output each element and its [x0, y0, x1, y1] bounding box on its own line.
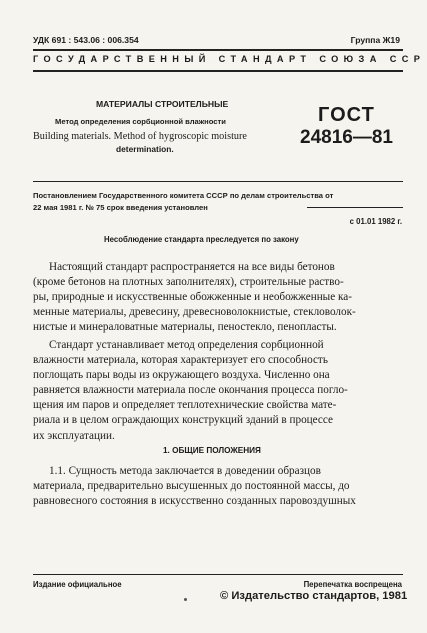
effective-date: с 01.01 1982 г. [349, 217, 402, 226]
title-bottom-rule [33, 181, 403, 182]
group-code: Группа Ж19 [350, 35, 400, 45]
text-line: Настоящий стандарт распространяется на все виды бетонов [49, 261, 335, 273]
top-rule [33, 49, 403, 51]
document-subtitle-ru: Метод определения сорбционной влажности [55, 117, 226, 126]
text-line: нистые и минераловатные материалы, пеностекло, пенопласты. [33, 321, 337, 334]
intro-paragraph-1 [33, 260, 403, 335]
text-line: менные материалы, древесину, древесноволокнистые, стекловолок- [33, 306, 356, 319]
text-line: их эксплуатации. [33, 429, 115, 442]
text-line: ры, природные и искусственные обожженные и необожженные ка- [33, 291, 352, 304]
text-line: равновесного состояния в искусственно созданных паровоздушных [33, 495, 356, 508]
footer-rule [33, 574, 403, 575]
copyright-icon: © [220, 590, 229, 602]
gost-label: ГОСТ [318, 104, 375, 126]
section-1-paragraph [33, 464, 403, 509]
gost-number: 24816—81 [300, 127, 393, 148]
decree-line-2: 22 мая 1981 г. № 75 срок введения установлен [33, 203, 208, 212]
banner-rule [33, 70, 403, 72]
text-line: Стандарт устанавливает метод определения сорбционной [49, 339, 324, 351]
section-heading: 1. ОБЩИЕ ПОЛОЖЕНИЯ [163, 446, 261, 455]
text-line: равняется влажности материала после окончания процесса погло- [33, 384, 348, 397]
text-line: 1.1. Сущность метода заключается в доведении образцов [49, 465, 321, 477]
text-line: материала, предварительно высушенных до постоянной массы, до [33, 480, 350, 493]
effective-date-rule [307, 207, 403, 208]
publisher-name: Издательство стандартов, 1981 [231, 590, 408, 602]
text-line: поглощать пары воды из окружающего воздуха. Численно она [33, 369, 330, 382]
reprint-notice: Перепечатка воспрещена [303, 580, 402, 589]
text-line: щения им паров и определяет теплотехнические свойства мате- [33, 399, 337, 412]
publisher-line [220, 590, 407, 602]
legal-notice: Несоблюдение стандарта преследуется по закону [104, 235, 299, 244]
page-dot [184, 598, 187, 601]
document-title-ru: МАТЕРИАЛЫ СТРОИТЕЛЬНЫЕ [96, 99, 229, 109]
standard-banner: ГОСУДАРСТВЕННЫЙ СТАНДАРТ СОЮЗА ССР [33, 54, 426, 64]
text-line: (кроме бетонов на плотных заполнителях), строительные раство- [33, 276, 344, 289]
official-edition: Издание официальное [33, 580, 122, 589]
text-line: риала и в целом ограждающих конструкций зданий в процессе [33, 414, 333, 427]
document-title-en [33, 131, 247, 142]
text-line: влажности материала, которая характеризует его способность [33, 354, 328, 367]
intro-paragraph-2 [33, 338, 403, 444]
title-en-line1: Building materials. Method of hygroscopic moisture [33, 131, 247, 142]
decree-line-1: Постановлением Государственного комитета СССР по делам строительства от [33, 191, 334, 200]
udk-code: УДК 691 : 543.06 : 006.354 [33, 35, 139, 45]
title-en-line2: determination. [116, 144, 174, 154]
